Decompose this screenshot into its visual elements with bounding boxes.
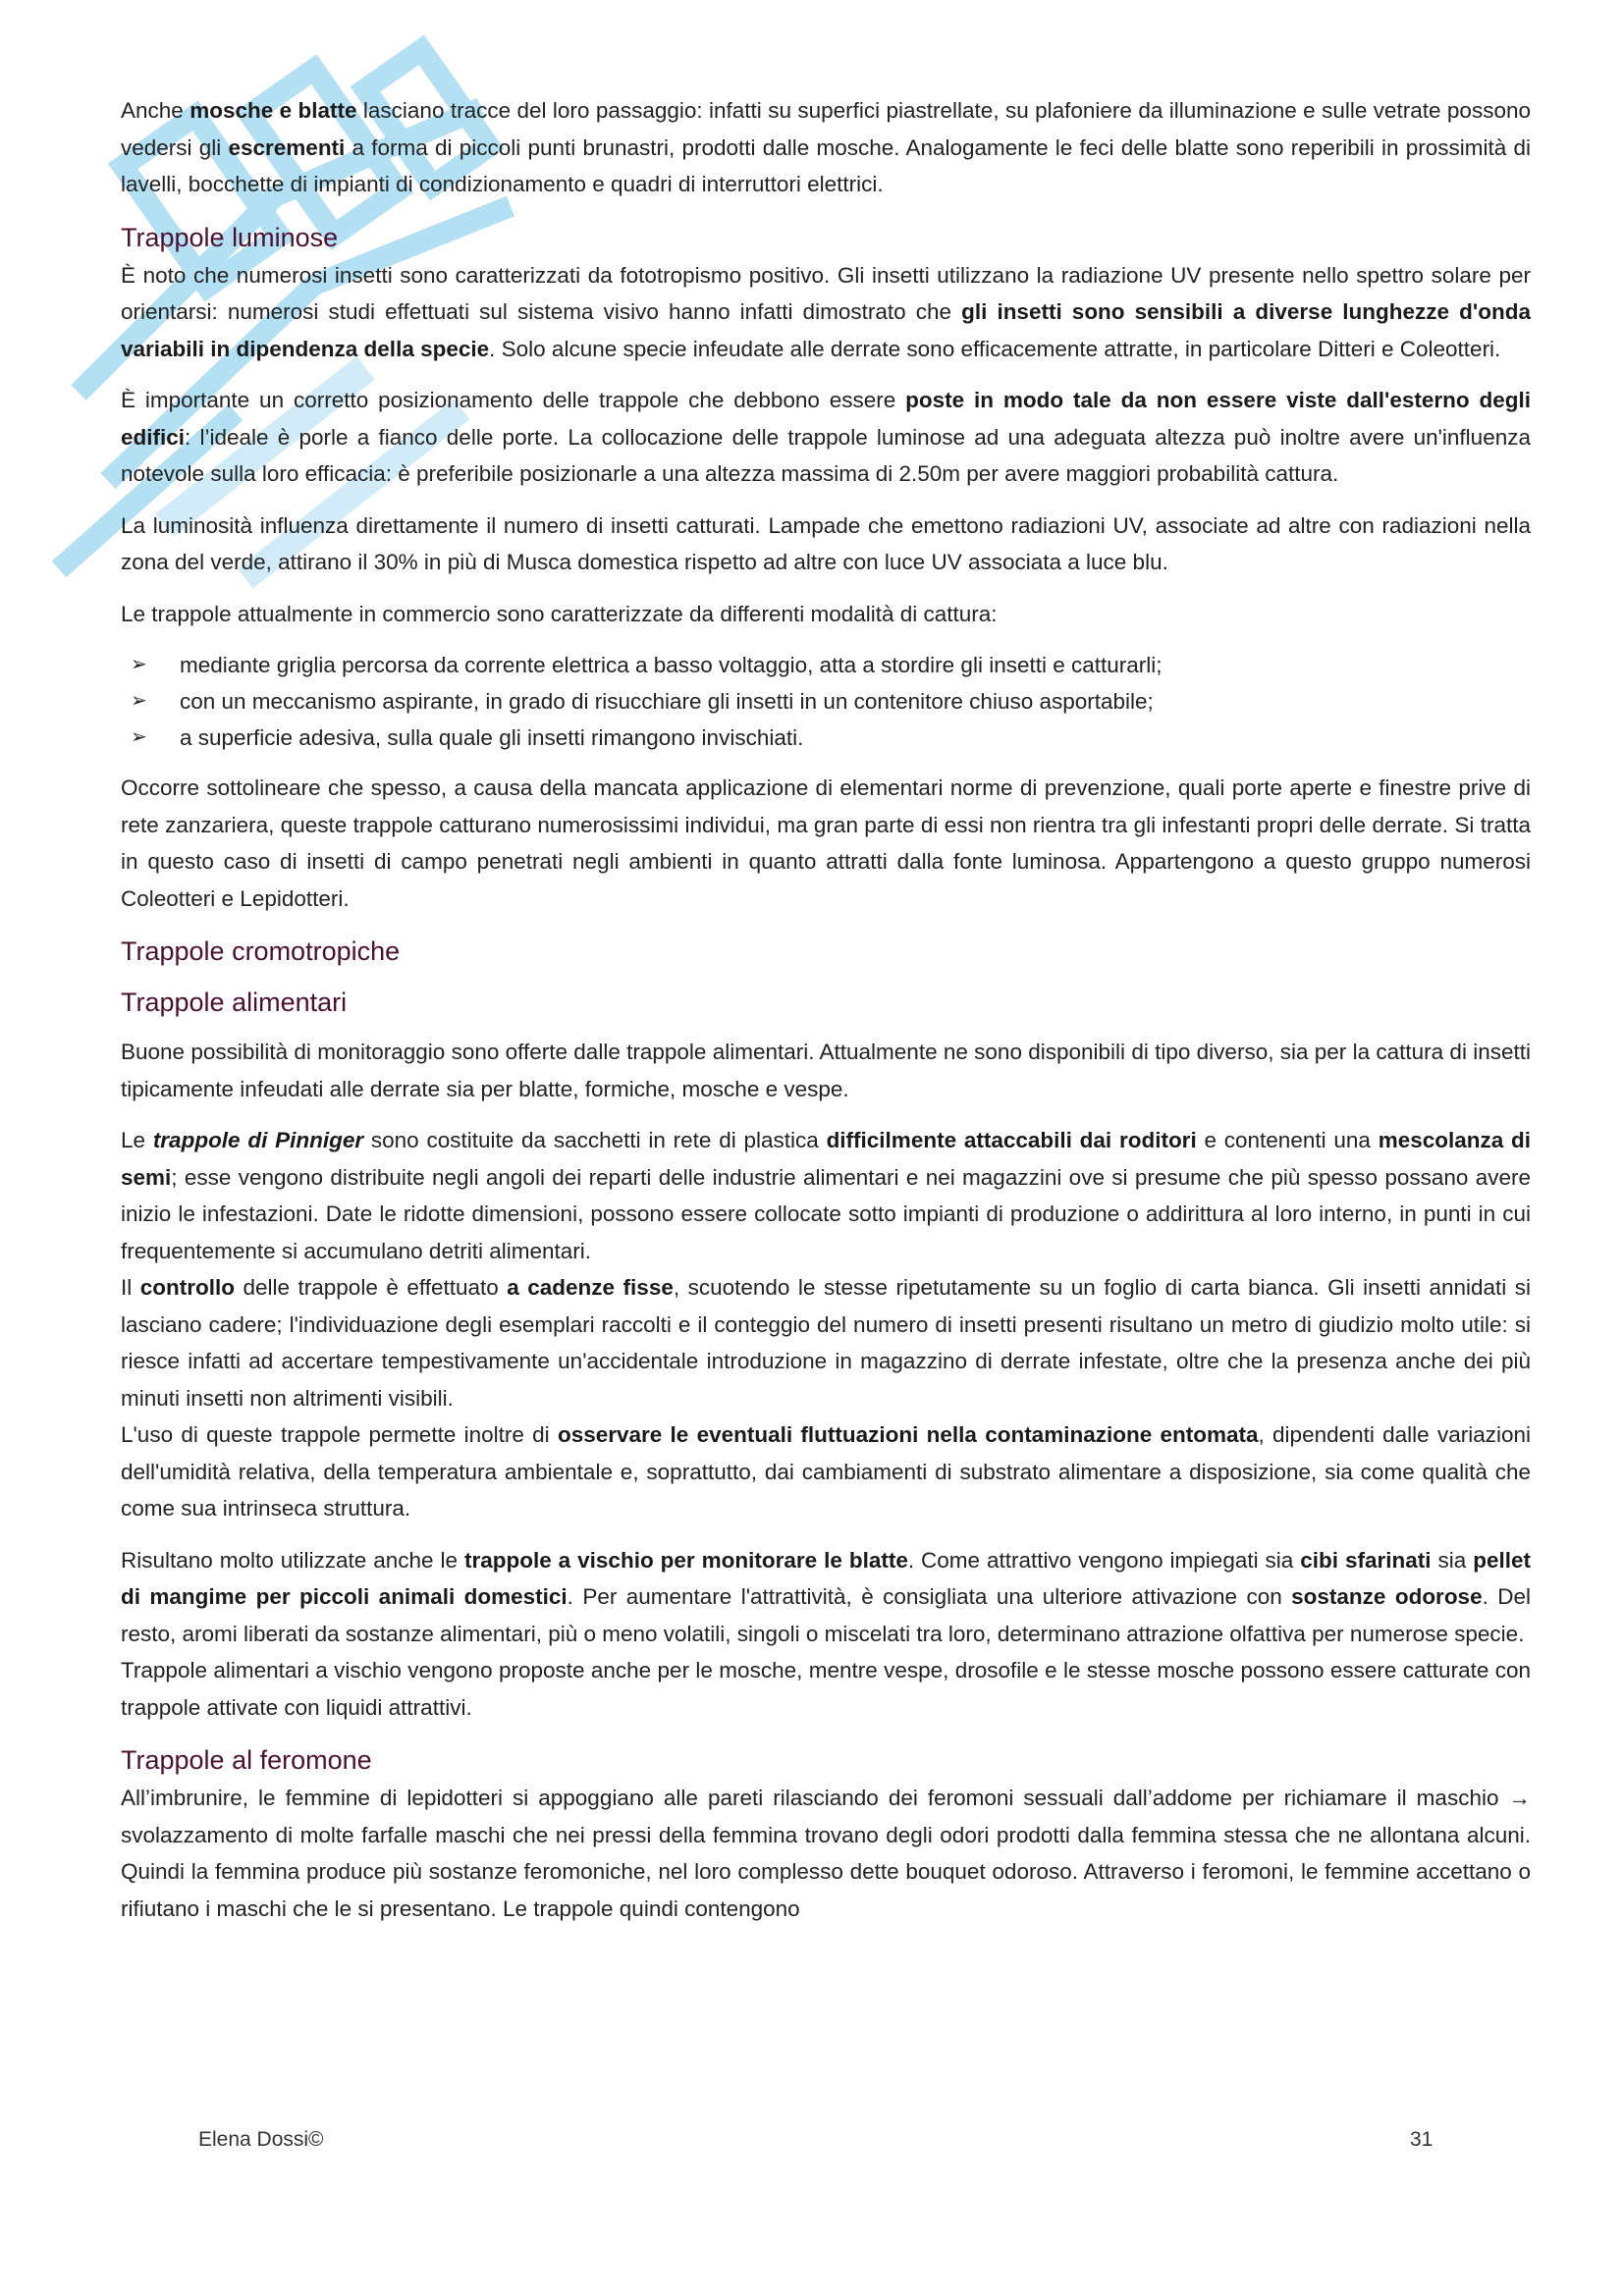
paragraph-vischio-mosche: Trappole alimentari a vischio vengono proposte anche per le mosche, mentre vespe, drosofile e le stesse mosche possono essere catturate con trappole attivate con liquidi attrattivi. (121, 1658, 1531, 1720)
list-item: ➢ con un meccanismo aspirante, in grado di risucchiare gli insetti in un contenitore chiuso asportabile; (131, 683, 1531, 720)
paragraph-vischio-blatte: Risultano molto utilizzate anche le trappole a vischio per monitorare le blatte. Come attrattivo vengono impiegati sia cibi sfarinati sia pellet di mangime per piccoli animali domestici. Per aumentare l'attrattività, è consigliata una ulteriore attivazione con sostanze odorose. Del resto, aromi liberati da sostanze alimentari, più o meno volatili, singoli o miscelati tra loro, determinano attrazione olfattiva per numerose specie. (121, 1547, 1532, 1646)
paragraph-controllo: Il controllo delle trappole è effettuato a cadenze fisse, scuotendo le stesse ripetutamente su un foglio di carta bianca. Gli insetti annidati si lasciano cadere; l'individuazione degli esemplari raccolti e il conteggio del numero di insetti presenti risultano un metro di giudizio molto utile: si riesce infatti ad accertare tempestivamente un'accidentale introduzione in magazzino di derrate infestate, oltre che la presenza anche dei più minuti insetti non altrimenti visibili. (121, 1275, 1531, 1411)
paragraph-feromoni: All’imbrunire, le femmine di lepidotteri si appoggiano alle pareti rilasciando dei feromoni sessuali dall’addome per richiamare il maschio → svolazzamento di molte farfalle maschi che nei pressi della femmina trovano degli odori prodotti dalla femmina stessa che ne allontana alcuni. Quindi la femmina produce più sostanze feromoniche, nel loro complesso dette bouquet odoroso. Attraverso i feromoni, le femmine accettano o rifiutano i maschi che le si presentano. Le trappole quindi contengono (121, 1786, 1531, 1921)
bullet-list-cattura (131, 647, 1531, 756)
arrow-bullet-icon: ➢ (131, 726, 147, 748)
paragraph-luminosita: La luminosità influenza direttamente il numero di insetti catturati. Lampade che emettono radiazioni UV, associate ad altre con radiazioni nella zona del verde, attirano il 30% in più di Musca domestica rispetto ad altre con luce UV associata a luce blu. (121, 512, 1531, 574)
heading-trappole-luminose: Trappole luminose (121, 222, 339, 252)
footer-author: Elena Dossi© (198, 2128, 324, 2151)
paragraph-posizionamento: È importante un corretto posizionamento delle trappole che debbono essere poste in modo tale da non essere viste dall'esterno degli edifici: l’ideale è porle a fianco delle porte. La collocazione delle trappole luminose ad una adeguata altezza può inoltre avere un'influenza notevole sulla loro efficacia: è preferibile posizionarle a una altezza massima di 2.50m per avere maggiori probabilità cattura. (121, 388, 1531, 486)
arrow-bullet-icon: ➢ (131, 654, 147, 675)
paragraph-modalita-cattura: Le trappole attualmente in commercio sono caratterizzate da differenti modalità di cattura: (121, 601, 998, 626)
heading-trappole-alimentari: Trappole alimentari (121, 988, 348, 1017)
heading-trappole-cromotropiche: Trappole cromotropiche (121, 936, 401, 966)
paragraph-fototropismo: È noto che numerosi insetti sono caratterizzati da fototropismo positivo. Gli insetti utilizzano la radiazione UV presente nello spettro solare per orientarsi: numerosi studi effettuati sul sistema visivo hanno infatti dimostrato che gli insetti sono sensibili a diverse lunghezze d'onda variabili in dipendenza della specie. Solo alcune specie infeudate alle derrate sono efficacemente attratte, in particolare Ditteri e Coleotteri. (121, 262, 1532, 361)
right-arrow-icon: → (1508, 1786, 1531, 1810)
page-content (121, 92, 1531, 1942)
paragraph-monitoraggio: Buone possibilità di monitoraggio sono offerte dalle trappole alimentari. Attualmente ne sono disponibili di tipo diverso, sia per la cattura di insetti tipicamente infeudati alle derrate sia per blatte, formiche, mosche e vespe. (121, 1040, 1531, 1101)
paragraph-pinniger: Le trappole di Pinniger sono costituite da sacchetti in rete di plastica difficilmente attaccabili dai roditori e contenenti una mescolanza di semi; esse vengono distribuite negli angoli dei reparti delle industrie alimentari e nei magazzini ove si presume che più spesso possano avere inizio le infestazioni. Date le ridotte dimensioni, possono essere collocate sotto impianti di produzione o addirittura al loro interno, in punti in cui frequentemente si accumulano detriti alimentari. (121, 1128, 1532, 1263)
list-item: ➢ a superficie adesiva, sulla quale gli insetti rimangono invischiati. (131, 720, 1531, 756)
paragraph-escrementi: Anche mosche e blatte lasciano tracce del loro passaggio: infatti su superfici piastrellate, su plafoniere da illuminazione e sulle vetrate possono vedersi gli escrementi a forma di piccoli punti brunastri, prodotti dalle mosche. Analogamente le feci delle blatte sono reperibili in prossimità di lavelli, bocchette di impianti di condizionamento e quadri di interruttori elettrici. (121, 98, 1531, 196)
heading-trappole-feromone: Trappole al feromone (121, 1745, 372, 1775)
paragraph-sottolineare: Occorre sottolineare che spesso, a causa della mancata applicazione di elementari norme di prevenzione, quali porte aperte e finestre prive di rete zanzariera, queste trappole catturano numerosissimi individui, ma gran parte di essi non rientra tra gli infestanti propri delle derrate. Si tratta in questo caso di insetti di campo penetrati negli ambienti in quanto attratti dalla fonte luminosa. Appartengono a questo gruppo numerosi Coleotteri e Lepidotteri. (121, 775, 1531, 911)
page-number: 31 (1410, 2128, 1434, 2151)
arrow-bullet-icon: ➢ (131, 690, 147, 712)
paragraph-fluttuazioni: L'uso di queste trappole permette inoltre di osservare le eventuali fluttuazioni nella contaminazione entomata, dipendenti dalle variazioni dell'umidità relativa, della temperatura ambientale e, soprattutto, dai cambiamenti di substrato alimentare a disposizione, sia come qualità che come sua intrinseca struttura. (121, 1422, 1532, 1521)
list-item: ➢ mediante griglia percorsa da corrente elettrica a basso voltaggio, atta a stordire gli insetti e catturarli; (131, 647, 1531, 683)
